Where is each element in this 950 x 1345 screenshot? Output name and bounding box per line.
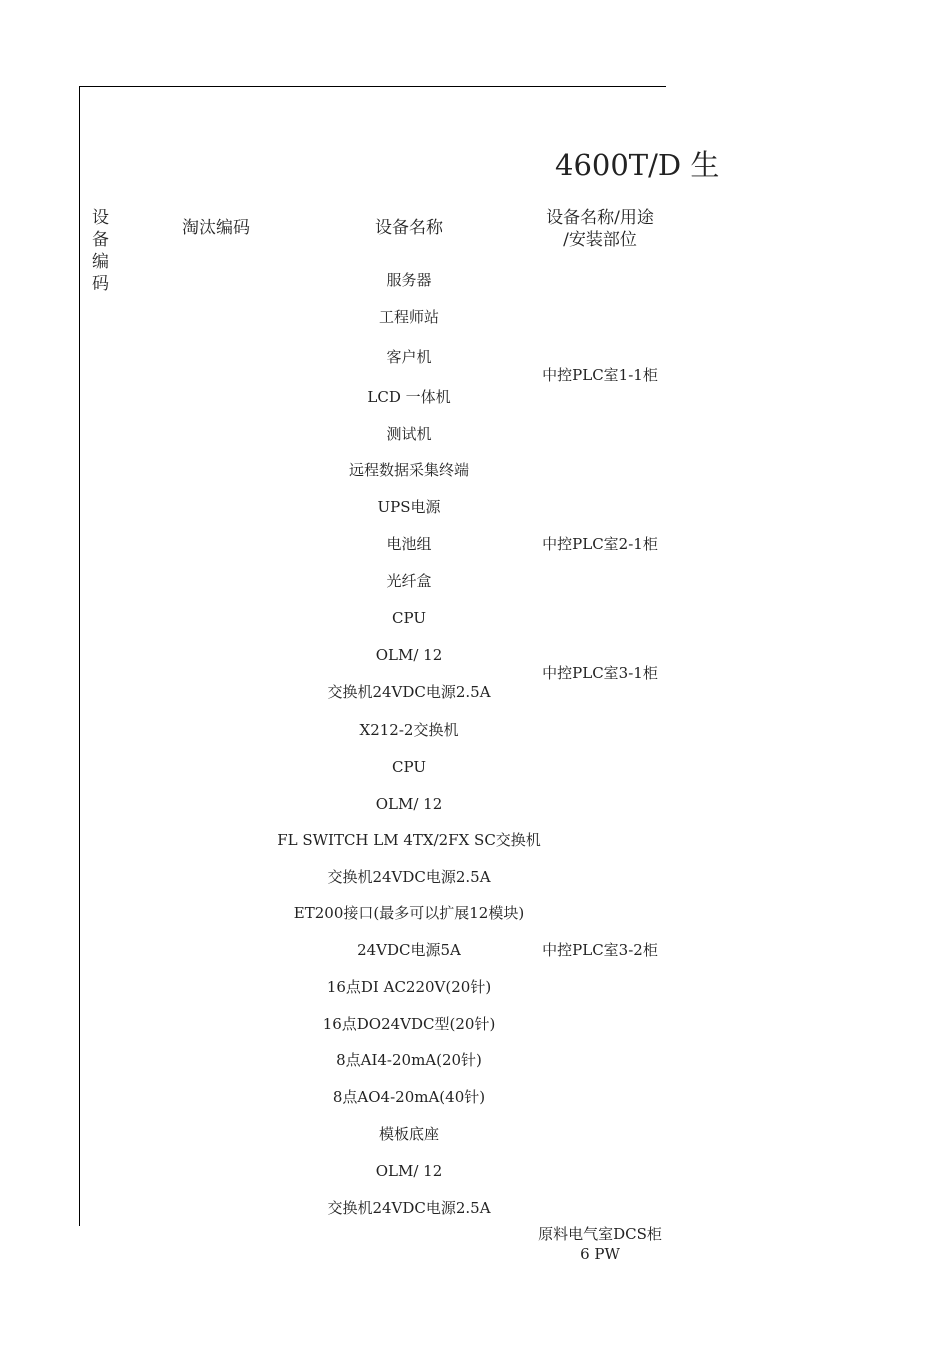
device-row: 24VDC电源5A bbox=[357, 941, 461, 959]
header-code-char: 编 bbox=[92, 252, 109, 272]
location-cell: 中控PLC室3-2柜 bbox=[542, 941, 658, 959]
footer bbox=[530, 1224, 670, 1264]
header-code-char: 设 bbox=[92, 208, 109, 228]
location-cell: 中控PLC室3-1柜 bbox=[542, 664, 658, 682]
location-cell: 中控PLC室1-1柜 bbox=[542, 366, 658, 384]
header-usage bbox=[530, 207, 670, 251]
device-row: 8点AI4-20mA(20针) bbox=[336, 1051, 482, 1069]
device-row: CPU bbox=[392, 609, 426, 627]
page-number: 6 PW bbox=[580, 1245, 620, 1263]
device-row: 交换机24VDC电源2.5A bbox=[327, 683, 491, 701]
device-row: 光纤盒 bbox=[386, 572, 432, 590]
device-row: OLM/ 12 bbox=[375, 795, 443, 813]
header-code-char: 备 bbox=[92, 230, 109, 250]
device-row: OLM/ 12 bbox=[375, 1162, 443, 1180]
top-border bbox=[79, 86, 666, 87]
header-elimination-code: 淘汰编码 bbox=[182, 218, 250, 238]
device-row: 8点AO4-20mA(40针) bbox=[332, 1088, 486, 1106]
device-row: 16点DI AC220V(20针) bbox=[326, 978, 492, 996]
device-row: OLM/ 12 bbox=[375, 646, 443, 664]
device-row: 16点DO24VDC型(20针) bbox=[322, 1015, 496, 1033]
device-row: 服务器 bbox=[386, 271, 432, 289]
page-title: 4600T/D 生 bbox=[555, 148, 720, 182]
device-row: 测试机 bbox=[386, 425, 432, 443]
device-row: ET200接口(最多可以扩展12模块) bbox=[293, 904, 525, 922]
left-border bbox=[79, 86, 80, 1226]
footer-location: 原料电气室DCS柜 bbox=[538, 1225, 662, 1243]
location-cell: 中控PLC室2-1柜 bbox=[542, 535, 658, 553]
device-row: 交换机24VDC电源2.5A bbox=[327, 868, 491, 886]
device-row: FL SWITCH LM 4TX/2FX SC交换机 bbox=[277, 831, 541, 849]
device-row: 电池组 bbox=[386, 535, 432, 553]
header-usage-line2: /安装部位 bbox=[563, 230, 637, 250]
device-row: 远程数据采集终端 bbox=[348, 461, 469, 479]
device-row: UPS电源 bbox=[377, 498, 441, 516]
device-row: LCD 一体机 bbox=[367, 388, 451, 406]
device-row: 客户机 bbox=[386, 348, 432, 366]
header-code-char: 码 bbox=[92, 274, 109, 294]
header-device-name: 设备名称 bbox=[375, 218, 443, 238]
header-device-code bbox=[92, 207, 152, 295]
device-row: 模板底座 bbox=[378, 1125, 439, 1143]
header-usage-line1: 设备名称/用途 bbox=[546, 208, 654, 228]
device-row: 交换机24VDC电源2.5A bbox=[327, 1199, 491, 1217]
device-row: 工程师站 bbox=[378, 308, 439, 326]
device-row: X212-2交换机 bbox=[359, 721, 459, 739]
device-row: CPU bbox=[392, 758, 426, 776]
